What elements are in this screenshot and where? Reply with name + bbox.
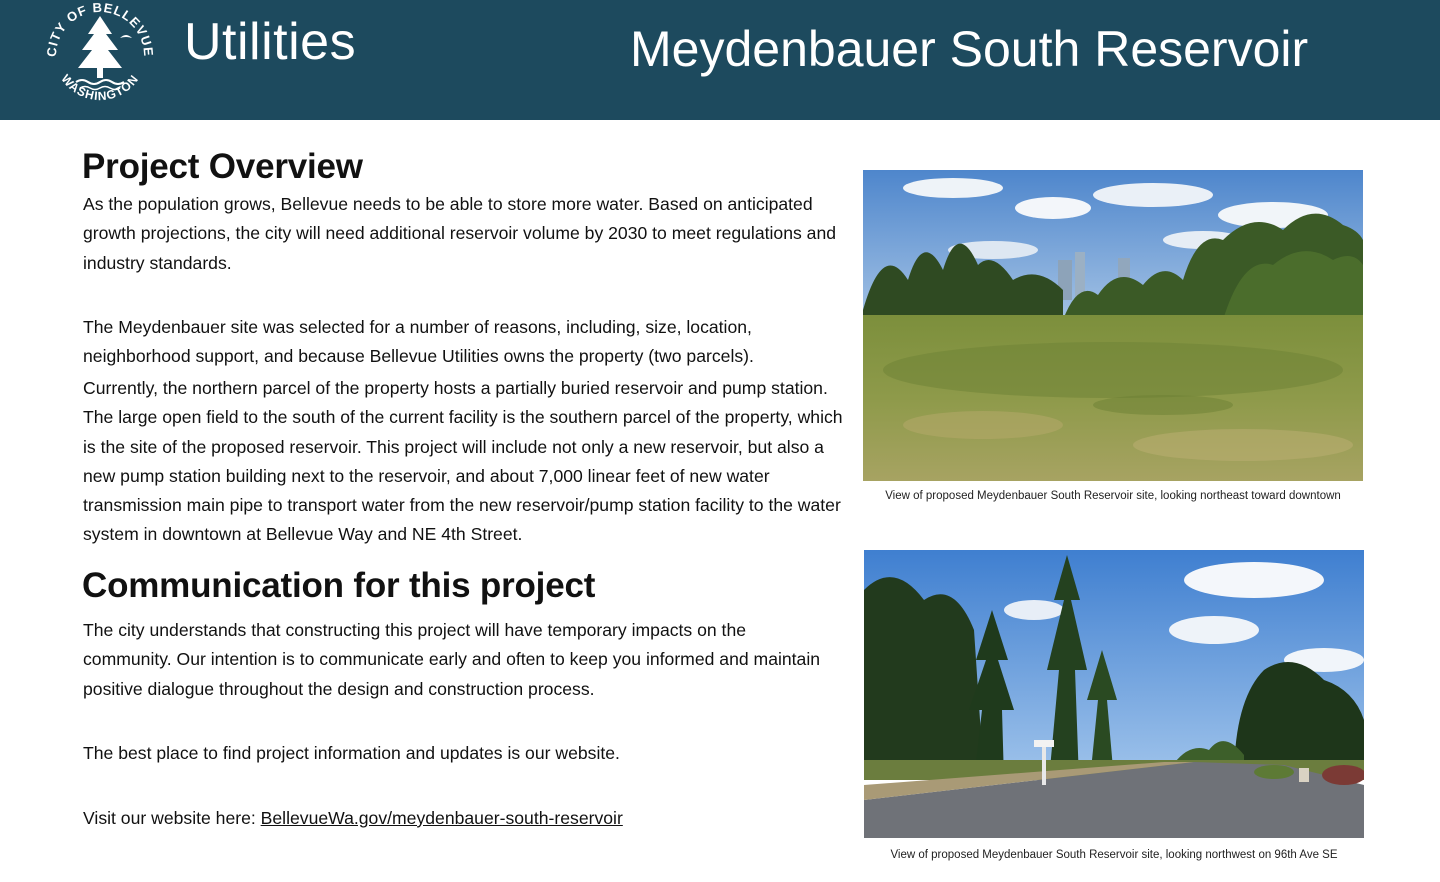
overview-paragraph-2b: Currently, the northern parcel of the property hosts a partially buried reservoir and pump station. The large open field to the south of the current facility is the southern parcel of the property, which is the site of the proposed reservoir. This project will include not only a new reservoir, but also a new pump station building next to the reservoir, and about 7,000 linear feet of new water transmission main pipe to transport water from the new reservoir/pump station facility to the water system in downtown at Bellevue Way and NE 4th Street. xyxy=(83,378,843,545)
svg-text:WASHINGTON: WASHINGTON xyxy=(58,71,142,104)
city-of-bellevue-seal-logo xyxy=(36,0,164,104)
overview-paragraph-2a: The Meydenbauer site was selected for a number of reasons, including, size, location, neighborhood support, and because Bellevue Utilities owns the property (two parcels). xyxy=(83,317,754,367)
communication-heading: Communication for this project xyxy=(82,566,596,605)
page-title: Meydenbauer South Reservoir xyxy=(630,21,1309,77)
department-name: Utilities xyxy=(184,13,357,71)
reservoir-site-road-photo xyxy=(864,550,1364,838)
website-link[interactable]: BellevueWa.gov/meydenbauer-south-reservoir xyxy=(260,808,623,828)
overview-paragraph-1: As the population grows, Bellevue needs to be able to store more water. Based on anticipated growth projections, the city will need additional reservoir volume by 2030 to meet regulations and industry standards. xyxy=(83,194,837,273)
photo-1-caption: View of proposed Meydenbauer South Reservoir site, looking northeast toward downtown xyxy=(885,490,1341,502)
header-banner xyxy=(0,0,1440,120)
overview-heading: Project Overview xyxy=(82,147,363,186)
svg-text:CITY OF BELLEVUE: CITY OF BELLEVUE xyxy=(43,0,157,58)
visit-website-label: Visit our website here: xyxy=(83,808,261,828)
communication-paragraph-1: The city understands that constructing this project will have temporary impacts on the community. Our intention is to communicate early and often to keep you informed and maintain positive dialogue throughout the design and construction process. xyxy=(83,620,821,699)
reservoir-site-field-photo xyxy=(863,170,1363,481)
visit-website-line xyxy=(83,804,853,833)
communication-paragraph-2: The best place to find project information and updates is our website. xyxy=(83,743,620,763)
photo-2-caption: View of proposed Meydenbauer South Reservoir site, looking northwest on 96th Ave SE xyxy=(890,849,1338,861)
